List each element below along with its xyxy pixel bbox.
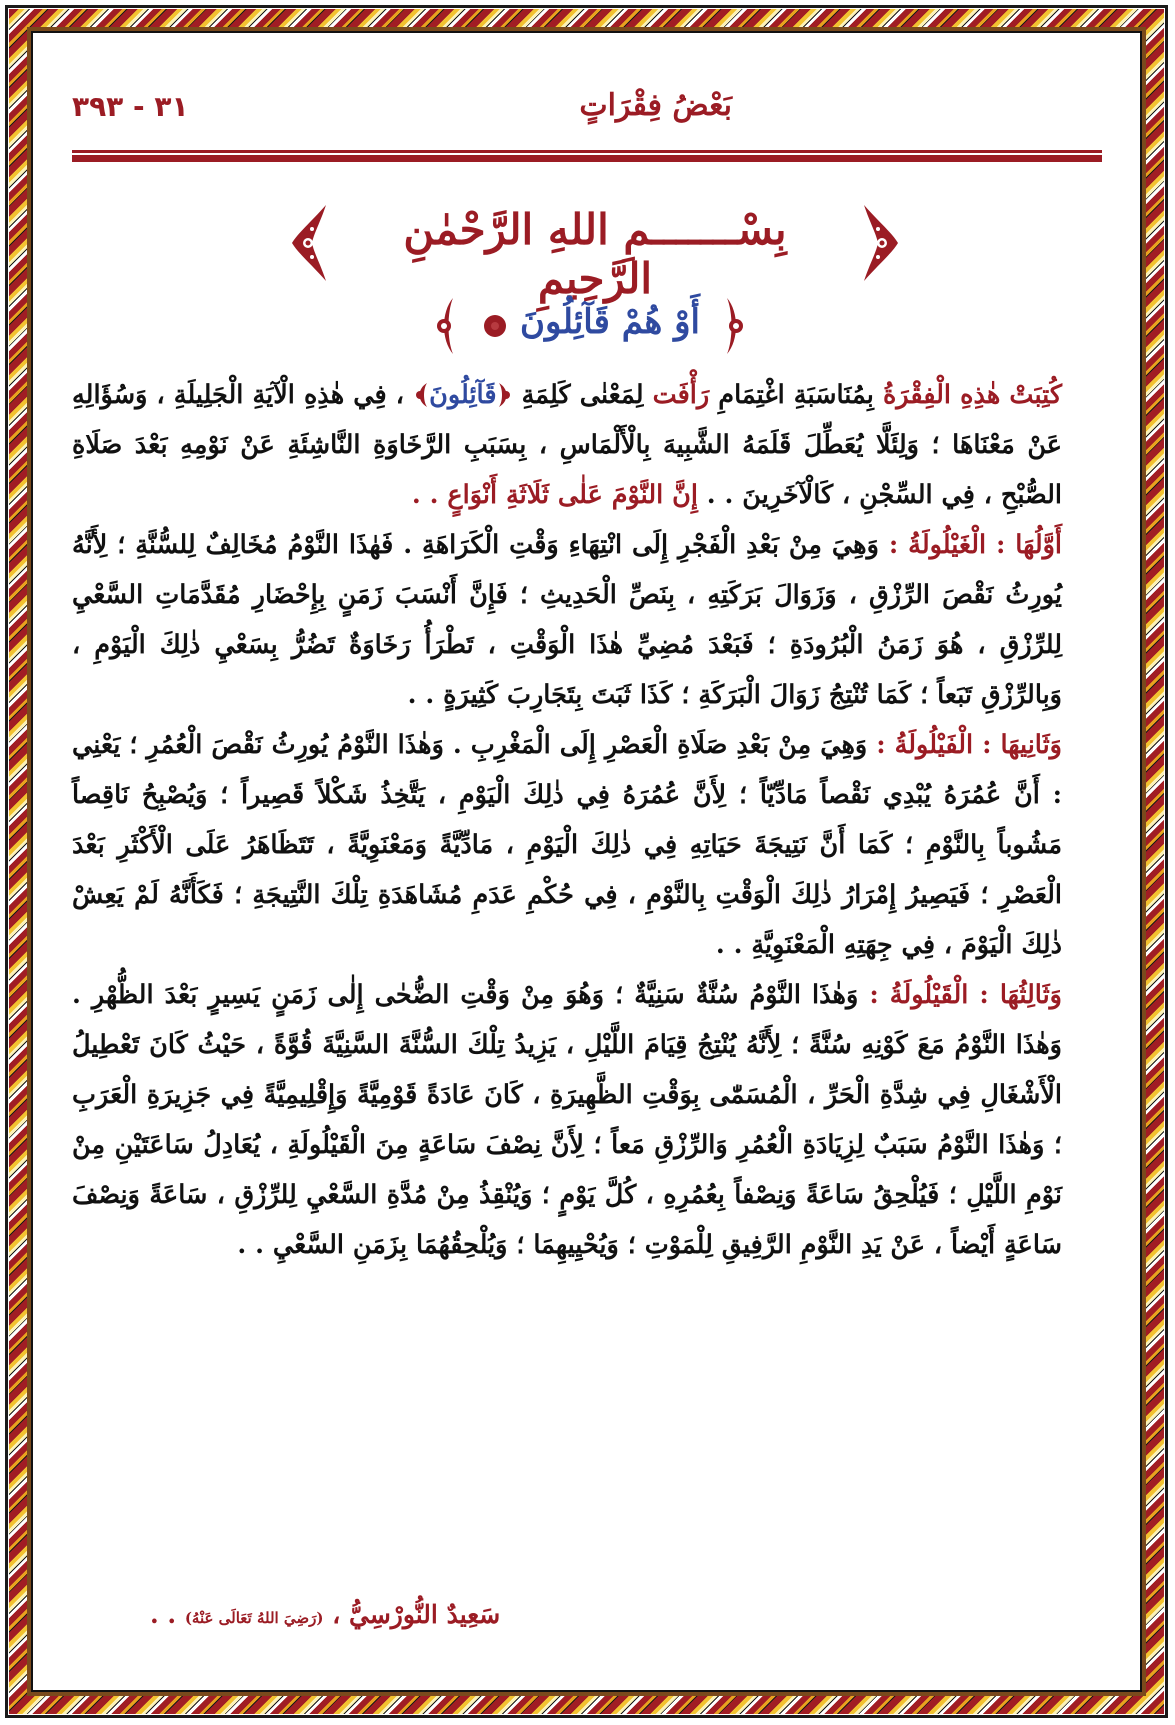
crescent-bracket-icon	[725, 298, 745, 354]
crescent-bracket-icon	[413, 383, 429, 407]
crescent-bracket-icon	[435, 298, 455, 354]
basmala-calligraphy: بِسْـــــــمِ اللهِ الرَّحْمٰنِ الرَّحِيمِ	[403, 205, 787, 303]
header-divider-thin	[72, 150, 1102, 153]
page-header	[72, 86, 1102, 142]
intro-paragraph: كُتِبَتْ هٰذِهِ الْفِقْرَةُ بِمُنَاسَبَةِ اغْتِمَامِ رَأْفَت لِمَعْنٰى كَلِمَةِ قَآئِلُونَ ، فِي هٰذِهِ الْآيَةِ الْجَلِيلَةِ ، وَسُؤَالِهِ عَنْ مَعْنَاهَا ؛ وَلِئَلَّا يُعَطِّلَ قَلَمَهُ الشَّبِيهَ بِالْأَلْمَاسِ ، بِسَبَبِ الرَّخَاوَةِ النَّاشِئَةِ عَنْ نَوْمِهِ بَعْدَ صَلَاةِ الصُّبْحِ ، فِي السِّجْنِ ، كَالْآخَرِينَ . . إِنَّ النَّوْمَ عَلٰى ثَلَاثَةِ أَنْوَاعٍ . .	[72, 380, 1062, 510]
author-name: سَعِيدٌ النُّورْسِيُّ ،	[332, 1600, 501, 1629]
basmala-block	[290, 195, 900, 303]
crescent-bracket-icon	[497, 383, 513, 407]
intro-conclusion: إِنَّ النَّوْمَ عَلٰى ثَلَاثَةِ أَنْوَاعٍ . .	[411, 480, 698, 510]
section-paragraph-1	[72, 520, 1102, 720]
arabesque-ornament-icon	[860, 203, 900, 283]
header-divider-thick	[72, 155, 1102, 162]
page-range: ٣١ - ٣٩٣	[72, 90, 189, 123]
section-title: بَعْضُ فِقْرَاتٍ	[579, 88, 732, 123]
honorific-seal: (رَضِيَ اللهُ تَعَالَى عَنْهُ)	[184, 1609, 324, 1627]
section-heading: وَثَالِثُهَا : الْقَيْلُولَةُ :	[869, 980, 1062, 1010]
arabesque-ornament-icon	[290, 203, 330, 283]
author-signature: سَعِيدٌ النُّورْسِيُّ ، (رَضِيَ اللهُ تَعَالَى عَنْهُ) . .	[150, 1600, 501, 1629]
section-heading: أَوَّلُهَا : الْغَيْلُولَةُ :	[888, 530, 1062, 560]
quoted-word: قَآئِلُونَ	[429, 380, 497, 410]
verse-text: أَوْ هُمْ قَآئِلُونَ	[520, 302, 700, 342]
article-body	[72, 370, 1102, 1270]
section-text: وَهِيَ مِنْ بَعْدِ صَلَاةِ الْعَصْرِ إِلَى الْمَغْرِبِ . وَهٰذَا النَّوْمُ يُورِثُ نَقْصَ الْعُمُرِ ؛ يَعْنِي : أَنَّ عُمُرَهُ يُبْدِي نَقْصاً مَادِّيّاً ؛ لِأَنَّ عُمُرَهُ فِي ذٰلِكَ الْيَوْمِ ، يَتَّخِذُ شَكْلاً قَصِيراً ؛ وَيُصْبِحُ نَاقِصاً مَشُوباً بِالنَّوْمِ ؛ كَمَا أَنَّ نَتِيجَةَ حَيَاتِهِ فِي ذٰلِكَ الْيَوْمِ ، مَادِّيَّةً وَمَعْنَوِيَّةً ، تَتَظَاهَرُ عَلَى الْأَكْثَرِ بَعْدَ الْعَصْرِ ؛ فَيَصِيرُ إِمْرَارُ ذٰلِكَ الْوَقْتِ بِالنَّوْمِ ، فِي حُكْمِ عَدَمِ مُشَاهَدَةِ تِلْكَ النَّتِيجَةِ ؛ فَكَأَنَّهُ لَمْ يَعِشْ ذٰلِكَ الْيَوْمَ ، فِي جِهَتِهِ الْمَعْنَوِيَّةِ . .	[72, 730, 1062, 960]
section-paragraph-2	[72, 720, 1102, 970]
section-paragraph-3	[72, 970, 1102, 1270]
intro-lead: كُتِبَتْ هٰذِهِ الْفِقْرَةُ	[882, 380, 1062, 410]
section-text: وَهِيَ مِنْ بَعْدِ الْفَجْرِ إِلَى انْتِهَاءِ وَقْتِ الْكَرَاهَةِ . فَهٰذَا النَّوْمُ مُخَالِفٌ لِلسُّنَّةِ ؛ لِأَنَّهُ يُورِثُ نَقْصَ الرِّزْقِ ، وَزَوَالَ بَرَكَتِهِ ، بِنَصِّ الْحَدِيثِ ؛ فَإِنَّ أَنْسَبَ زَمَنٍ بِإِحْضَارِ مُقَدَّمَاتِ السَّعْيِ لِلرِّزْقِ ، هُوَ زَمَنُ الْبُرُودَةِ ؛ فَبَعْدَ مُضِيِّ هٰذَا الْوَقْتِ ، تَطْرَأُ رَخَاوَةٌ تَضُرُّ بِسَعْيِ ذٰلِكَ الْيَوْمِ ، وَبِالرِّزْقِ تَبَعاً ؛ كَمَا تُنْتِجُ زَوَالَ الْبَرَكَةِ ؛ كَذَا ثَبَتَ بِتَجَارِبَ كَثِيرَةٍ . .	[72, 530, 1062, 710]
section-heading: وَثَانِيهَا : الْفَيْلُولَةُ :	[876, 730, 1062, 760]
verse-end-rosette-icon	[483, 314, 507, 338]
person-name: رَأْفَت	[652, 380, 710, 410]
verse-heading	[435, 298, 745, 354]
section-text: وَهٰذَا النَّوْمُ سُنَّةٌ سَنِيَّةٌ ؛ وَهُوَ مِنْ وَقْتِ الضُّحٰى إِلٰى زَمَنٍ يَسِيرٍ بَعْدَ الظُّهْرِ . وَهٰذَا النَّوْمُ مَعَ كَوْنِهِ سُنَّةً ؛ لِأَنَّهُ يُنْتِجُ قِيَامَ اللَّيْلِ ، يَزِيدُ تِلْكَ السُّنَّةَ السَّنِيَّةَ قُوَّةً ، حَيْثُ كَانَ تَعْطِيلُ الْأَشْغَالِ فِي شِدَّةِ الْحَرِّ ، الْمُسَمّٰى بِوَقْتِ الظَّهِيرَةِ ، كَانَ عَادَةً قَوْمِيَّةً وَإِقْلِيمِيَّةً فِي جَزِيرَةِ الْعَرَبِ ؛ وَهٰذَا النَّوْمُ سَبَبٌ لِزِيَادَةِ الْعُمُرِ وَالرِّزْقِ مَعاً ؛ لِأَنَّ نِصْفَ سَاعَةٍ مِنَ الْقَيْلُولَةِ ، يُعَادِلُ سَاعَتَيْنِ مِنْ نَوْمِ اللَّيْلِ ؛ فَيُلْحِقُ سَاعَةً وَنِصْفاً بِعُمُرِهِ ، كُلَّ يَوْمٍ ؛ وَيُنْقِذُ مِنْ مُدَّةِ السَّعْيِ لِلرِّزْقِ ، سَاعَةً وَنِصْفَ سَاعَةٍ أَيْضاً ، عَنْ يَدِ النَّوْمِ الرَّفِيقِ لِلْمَوْتِ ؛ وَيُحْيِيهِمَا ؛ وَيُلْحِقُهُمَا بِزَمَنِ السَّعْيِ . .	[72, 980, 1062, 1260]
